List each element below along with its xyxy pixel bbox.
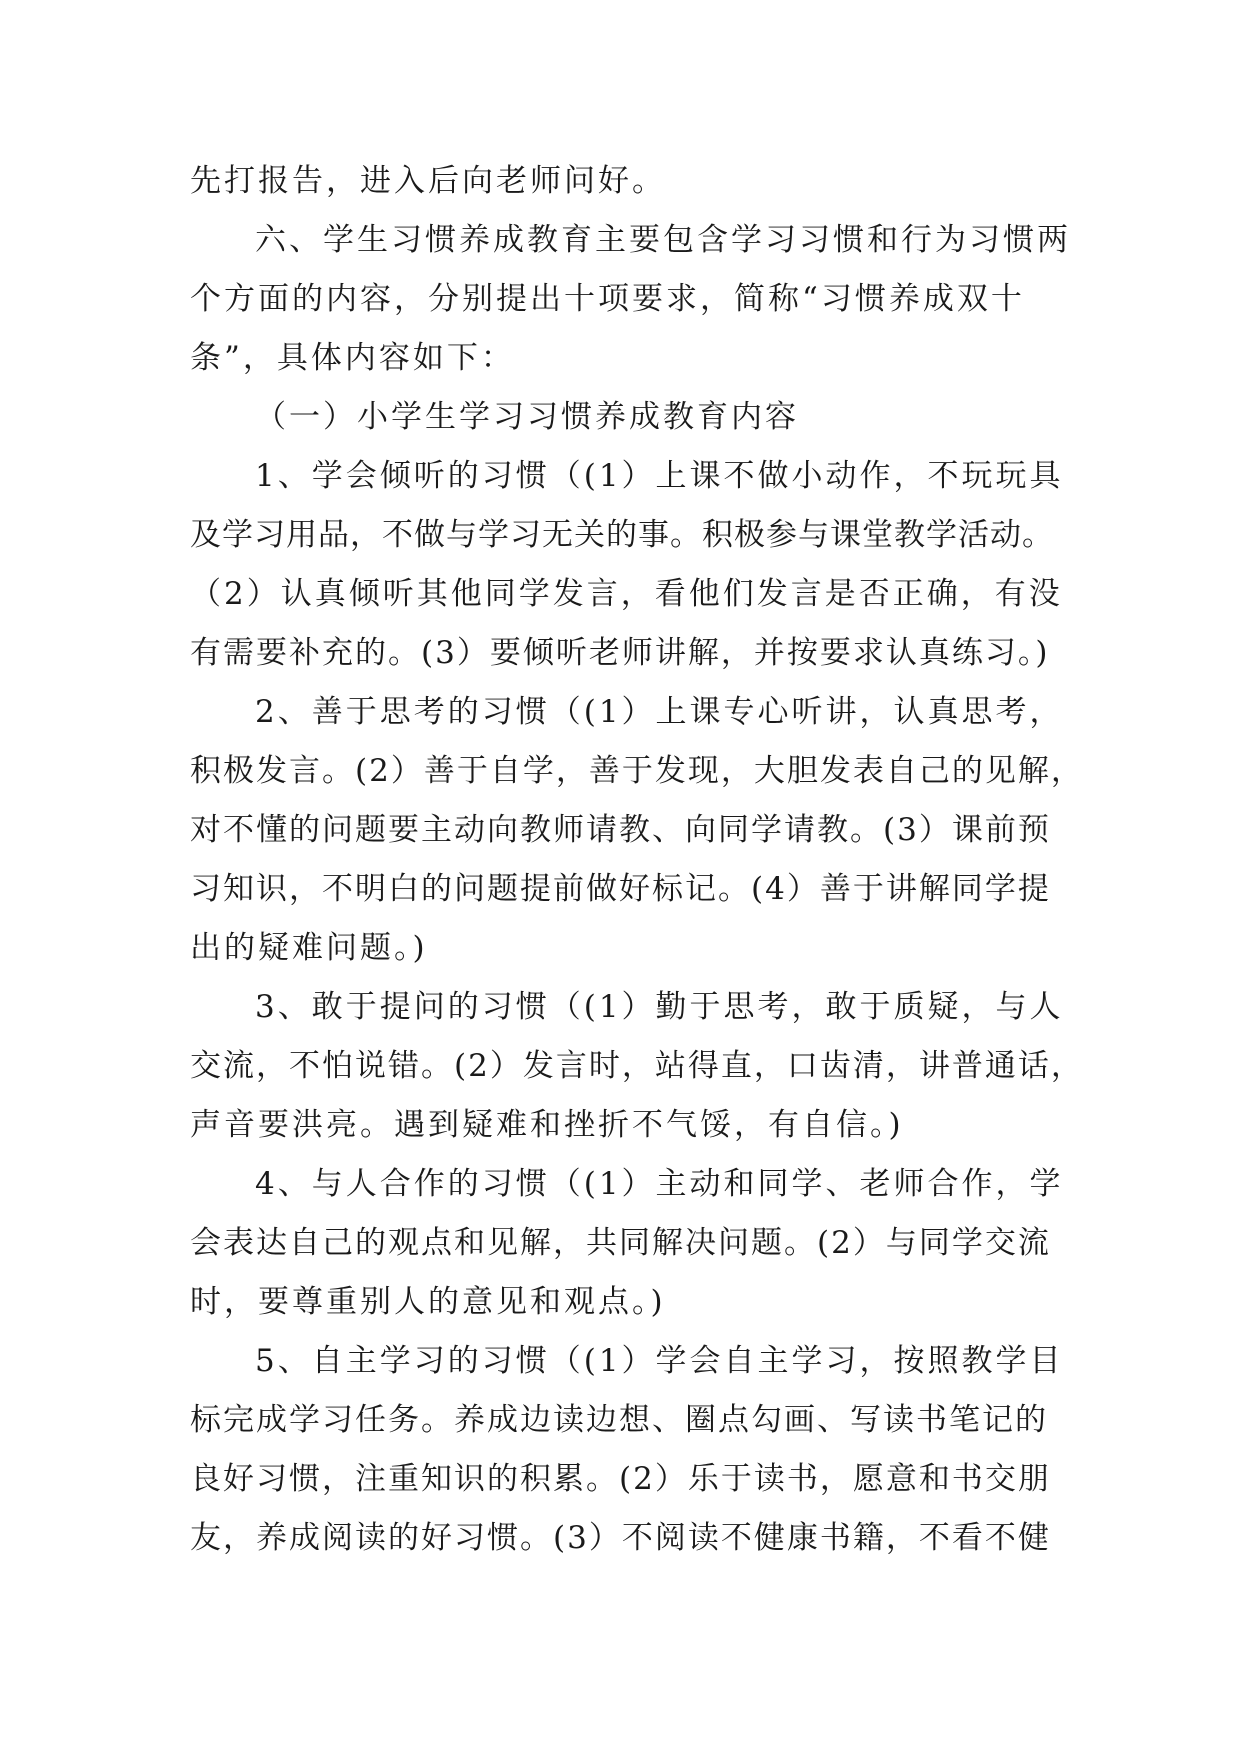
text-line: 3、敢于提问的习惯（(1）勤于思考，敢于质疑，与人 bbox=[255, 989, 1064, 1025]
text-line: 及学习用品，不做与学习无关的事。积极参与课堂教学活动。 bbox=[190, 517, 1054, 553]
text-line: 时，要尊重别人的意见和观点。) bbox=[190, 1284, 666, 1320]
section-heading: （一）小学生学习习惯养成教育内容 bbox=[255, 399, 799, 435]
text-line: 声音要洪亮。遇到疑难和挫折不气馁，有自信。) bbox=[190, 1107, 904, 1143]
text-line: （2）认真倾听其他同学发言，看他们发言是否正确，有没 bbox=[190, 576, 1063, 612]
text-line: 习知识，不明白的问题提前做好标记。(4）善于讲解同学提 bbox=[190, 871, 1051, 907]
text-line: 个方面的内容，分别提出十项要求，简称“习惯养成双十 bbox=[190, 281, 1025, 317]
text-line: 会表达自己的观点和见解，共同解决问题。(2）与同学交流 bbox=[190, 1225, 1051, 1261]
text-line: 交流，不怕说错。(2）发言时，站得直，口齿清，讲普通话， bbox=[190, 1048, 1084, 1084]
text-line: 六、学生习惯养成教育主要包含学习习惯和行为习惯两 bbox=[255, 222, 1071, 258]
text-line: 1、学会倾听的习惯（(1）上课不做小动作，不玩玩具 bbox=[255, 458, 1064, 494]
text-line: 2、善于思考的习惯（(1）上课专心听讲，认真思考， bbox=[255, 694, 1064, 730]
text-line: 对不懂的问题要主动向教师请教、向同学请教。(3）课前预 bbox=[190, 812, 1051, 848]
text-line: 5、自主学习的习惯（(1）学会自主学习，按照教学目 bbox=[255, 1343, 1064, 1379]
text-line: 良好习惯，注重知识的积累。(2）乐于读书，愿意和书交朋 bbox=[190, 1461, 1051, 1497]
text-line: 有需要补充的。(3）要倾听老师讲解，并按要求认真练习。) bbox=[190, 635, 1050, 671]
text-line: 标完成学习任务。养成边读边想、圈点勾画、写读书笔记的 bbox=[190, 1402, 1048, 1438]
text-line: 先打报告，进入后向老师问好。 bbox=[190, 163, 666, 199]
text-line: 友，养成阅读的好习惯。(3）不阅读不健康书籍，不看不健 bbox=[190, 1520, 1051, 1556]
text-line: 条”，具体内容如下： bbox=[190, 340, 515, 376]
text-line: 出的疑难问题。) bbox=[190, 930, 428, 966]
text-line: 4、与人合作的习惯（(1）主动和同学、老师合作，学 bbox=[255, 1166, 1064, 1202]
text-line: 积极发言。(2）善于自学，善于发现，大胆发表自己的见解， bbox=[190, 753, 1084, 789]
